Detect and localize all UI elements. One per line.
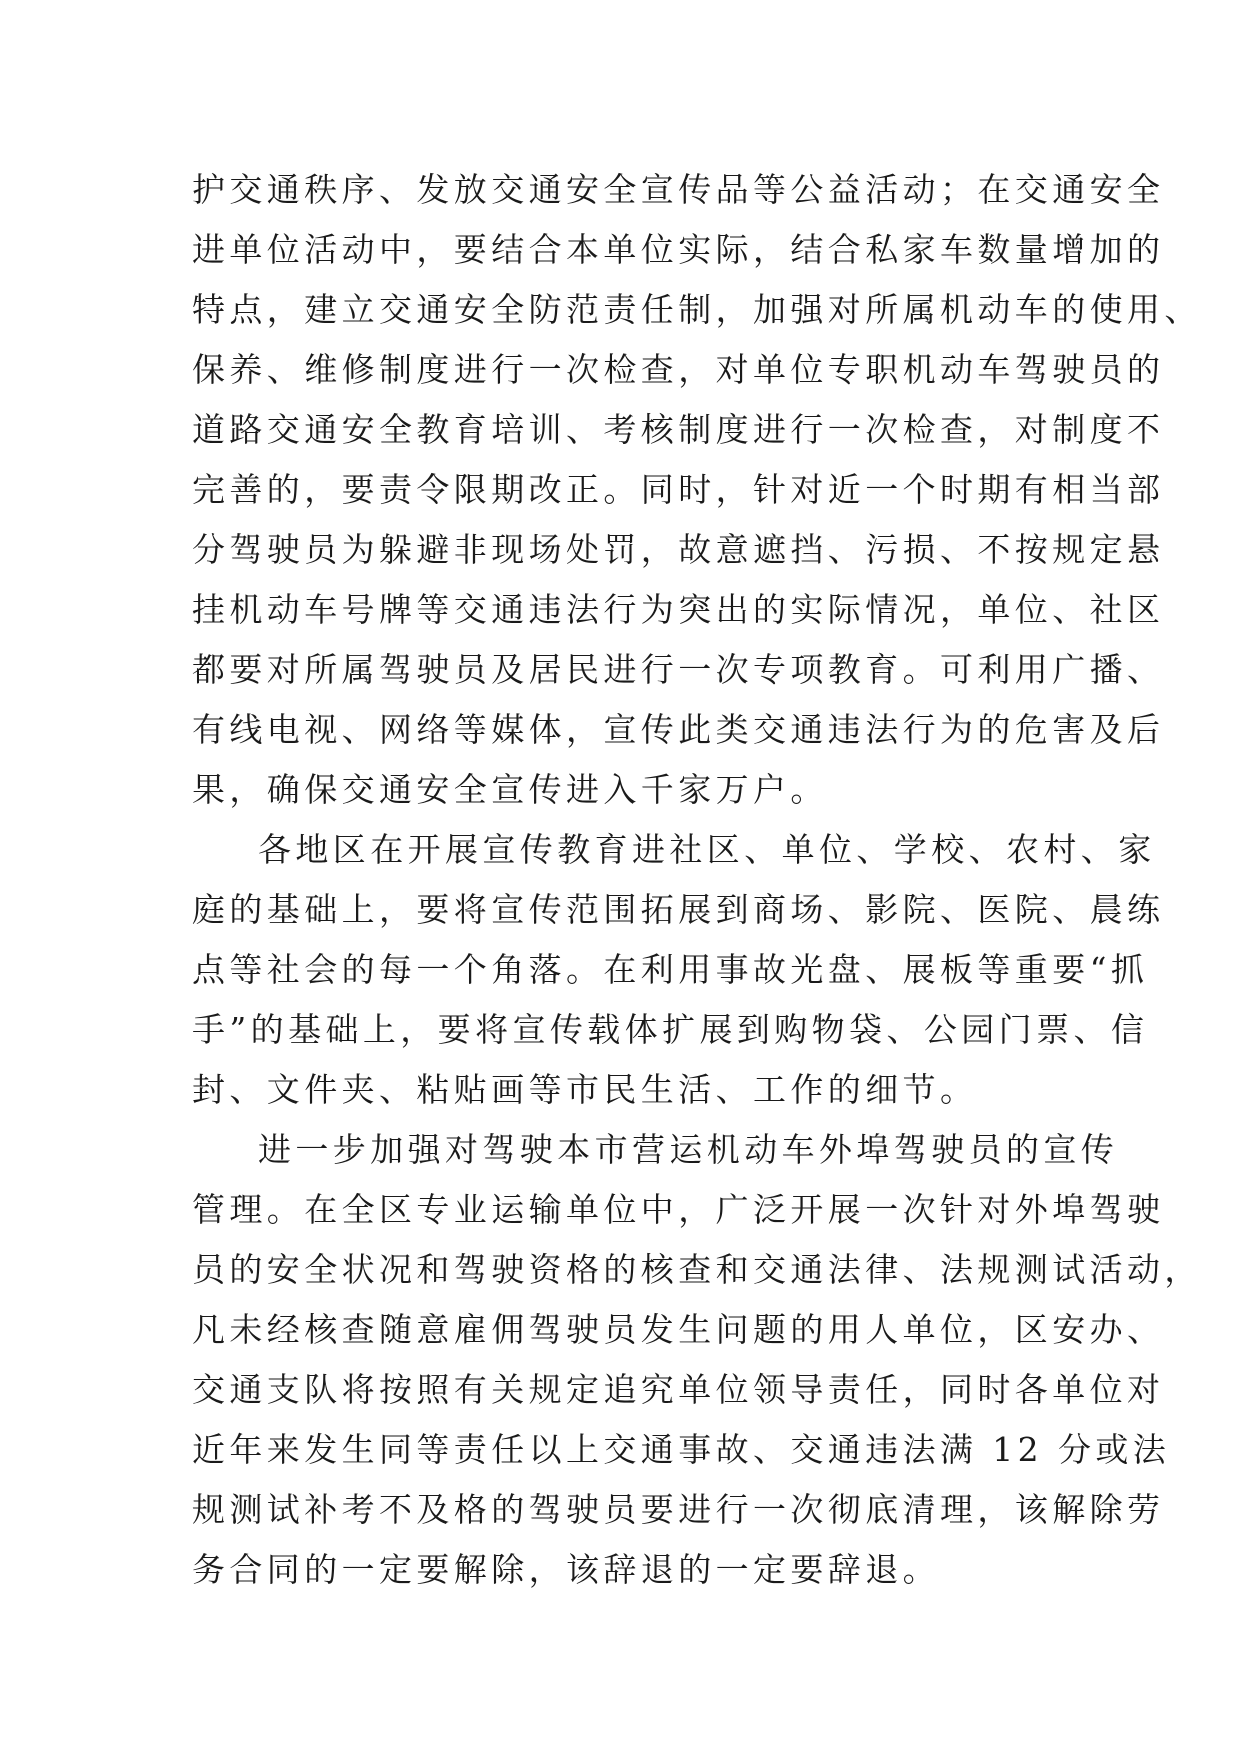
- text-line: 挂机动车号牌等交通违法行为突出的实际情况，单位、社区: [192, 590, 1165, 629]
- text-line: 点等社会的每一个角落。在利用事故光盘、展板等重要“抓: [192, 950, 1149, 989]
- text-line: 封、文件夹、粘贴画等市民生活、工作的细节。: [192, 1070, 978, 1109]
- text-line: 各地区在开展宣传教育进社区、单位、学校、农村、家: [258, 830, 1156, 869]
- paragraph-3: [192, 1120, 1202, 1600]
- text-line: 特点，建立交通安全防范责任制，加强对所属机动车的使用、: [192, 290, 1202, 329]
- text-line: 护交通秩序、发放交通安全宣传品等公益活动；在交通安全: [192, 170, 1165, 209]
- text-line: 完善的，要责令限期改正。同时，针对近一个时期有相当部: [192, 470, 1165, 509]
- text-line: 分驾驶员为躲避非现场处罚，故意遮挡、污损、不按规定悬: [192, 530, 1165, 569]
- text-line: 手”的基础上，要将宣传载体扩展到购物袋、公园门票、信: [192, 1010, 1149, 1049]
- paragraph-1: [192, 160, 1202, 820]
- text-line: 凡未经核查随意雇佣驾驶员发生问题的用人单位，区安办、: [192, 1310, 1165, 1349]
- body-text: [192, 160, 1202, 1600]
- text-line: 务合同的一定要解除，该辞退的一定要辞退。: [192, 1550, 940, 1589]
- text-line: 都要对所属驾驶员及居民进行一次专项教育。可利用广播、: [192, 650, 1165, 689]
- text-line: 员的安全状况和驾驶资格的核查和交通法律、法规测试活动，: [192, 1250, 1202, 1289]
- text-line: 进单位活动中，要结合本单位实际，结合私家车数量增加的: [192, 230, 1165, 269]
- text-line: 道路交通安全教育培训、考核制度进行一次检查，对制度不: [192, 410, 1165, 449]
- text-line: 规测试补考不及格的驾驶员要进行一次彻底清理，该解除劳: [192, 1490, 1165, 1529]
- text-line: 管理。在全区专业运输单位中，广泛开展一次针对外埠驾驶: [192, 1190, 1165, 1229]
- text-line: 交通支队将按照有关规定追究单位领导责任，同时各单位对: [192, 1370, 1165, 1409]
- text-line: 庭的基础上，要将宣传范围拓展到商场、影院、医院、晨练: [192, 890, 1165, 929]
- text-line: 进一步加强对驾驶本市营运机动车外埠驾驶员的宣传: [258, 1130, 1119, 1169]
- paragraph-2: [192, 820, 1165, 1120]
- text-line: 有线电视、网络等媒体，宣传此类交通违法行为的危害及后: [192, 710, 1165, 749]
- text-line: 近年来发生同等责任以上交通事故、交通违法满 12 分或法: [192, 1430, 1171, 1469]
- text-line: 果，确保交通安全宣传进入千家万户。: [192, 770, 828, 809]
- text-line: 保养、维修制度进行一次检查，对单位专职机动车驾驶员的: [192, 350, 1165, 389]
